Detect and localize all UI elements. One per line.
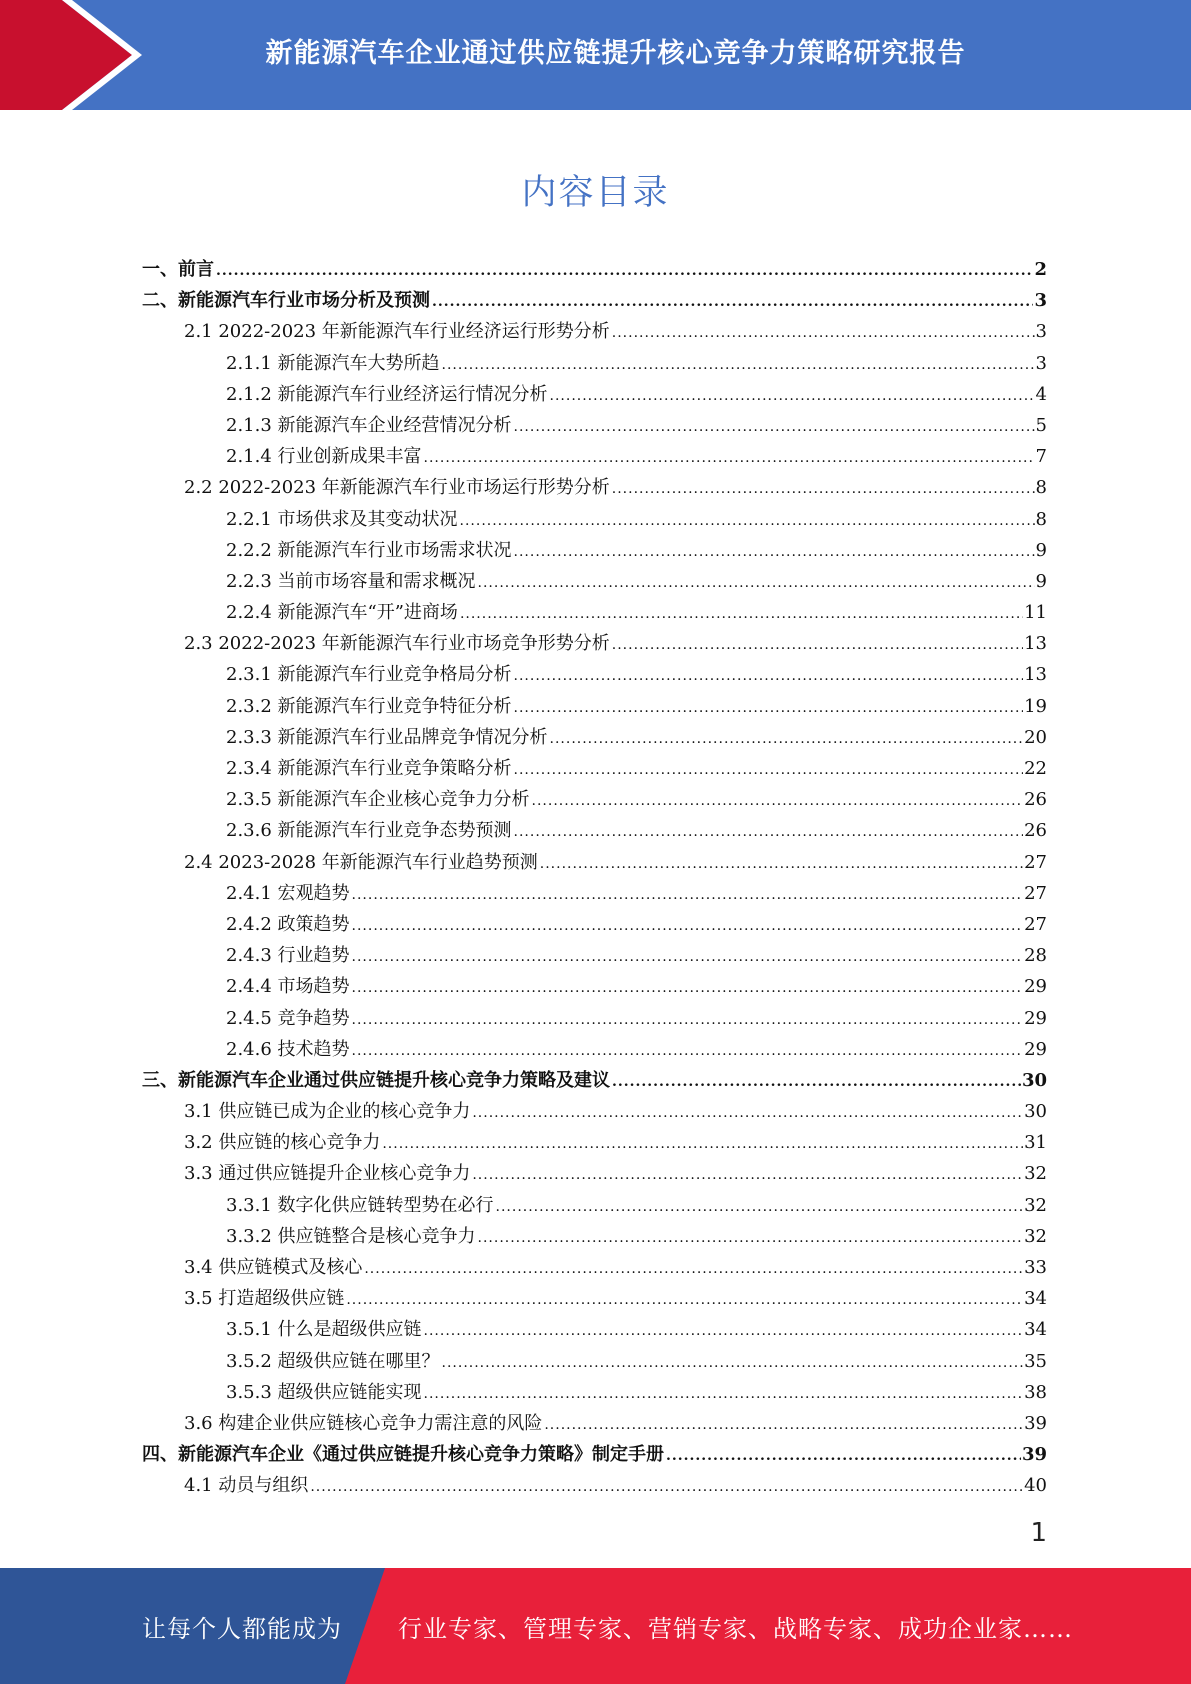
toc-entry-title: 3.5.1 什么是超级供应链 [226,1319,422,1341]
toc-entry-title: 2.3.4 新能源汽车行业竞争策略分析 [226,758,512,779]
toc-entry[interactable] [142,316,1047,347]
toc-entry-title: 2.2.2 新能源汽车行业市场需求状况 [226,539,512,561]
toc-dot-leader [352,911,1024,942]
toc-entry-page: 29 [1024,1007,1047,1029]
toc-dot-leader [472,1098,1023,1129]
toc-dot-leader [514,693,1024,724]
toc-entry-title: 4.1 动员与组织 [184,1475,309,1497]
report-title: 新能源汽车企业通过供应链提升核心竞争力策略研究报告 [265,37,966,69]
toc-entry[interactable] [142,379,1047,410]
toc-entry[interactable] [142,1158,1047,1189]
toc-entry-page: 29 [1024,1038,1047,1060]
toc-entry[interactable] [142,285,1047,316]
header-band [0,0,1191,110]
toc-entry-title: 2.3.3 新能源汽车行业品牌竞争情况分析 [226,726,548,748]
toc-dot-leader [352,1005,1024,1036]
toc-entry-page: 13 [1024,633,1047,655]
toc-entry-title: 2.4.2 政策趋势 [226,913,350,935]
toc-entry[interactable] [142,971,1047,1002]
toc-entry-title: 2.1 2022-2023 年新能源汽车行业经济运行形势分析 [184,321,610,343]
toc-entry-page: 13 [1024,664,1047,686]
toc-entry-page: 9 [1035,539,1047,561]
footer-band [0,1568,1191,1684]
toc-entry[interactable] [142,1346,1047,1377]
toc-entry[interactable] [142,254,1047,285]
toc-dot-leader [364,1254,1023,1285]
toc-dot-leader [352,880,1024,911]
toc-entry-page: 20 [1024,726,1047,748]
toc-entry-title: 一、前言 [142,259,214,280]
toc-entry-title: 2.2.1 市场供求及其变动状况 [226,508,458,530]
toc-dot-leader [442,350,1035,381]
toc-entry[interactable] [142,566,1047,597]
toc-entry-title: 四、新能源汽车企业《通过供应链提升核心竞争力策略》制定手册 [142,1444,664,1466]
toc-entry[interactable] [142,691,1047,722]
toc-dot-leader [478,568,1035,599]
toc-entry-title: 2.1.3 新能源汽车企业经营情况分析 [226,414,512,436]
toc-entry-page: 3 [1035,352,1047,374]
table-of-contents [142,254,1047,1502]
toc-dot-leader [514,537,1035,568]
toc-entry[interactable] [142,348,1047,379]
toc-entry[interactable] [142,1096,1047,1127]
toc-dot-leader [612,474,1035,505]
toc-entry-title: 2.1.2 新能源汽车行业经济运行情况分析 [226,383,548,405]
toc-entry-title: 2.1.4 行业创新成果丰富 [226,446,422,468]
toc-entry[interactable] [142,847,1047,878]
toc-dot-leader [550,381,1035,412]
toc-entry-title: 2.4.3 行业趋势 [226,945,350,967]
toc-dot-leader [460,506,1035,537]
toc-entry[interactable] [142,504,1047,535]
toc-entry-page: 30 [1024,1101,1047,1123]
toc-entry-page: 38 [1024,1381,1047,1403]
toc-entry-page: 7 [1035,446,1047,468]
footer-slogan-right: 行业专家、管理专家、营销专家、战略专家、成功企业家…… [398,1614,1073,1643]
toc-entry-page: 40 [1024,1475,1047,1497]
toc-entry[interactable] [142,1221,1047,1252]
toc-entry-page: 27 [1024,882,1047,904]
toc-dot-leader [460,599,1023,630]
toc-entry[interactable] [142,909,1047,940]
toc-entry-page: 33 [1024,1257,1047,1278]
toc-entry-page: 26 [1024,820,1047,842]
toc-entry-page: 27 [1024,851,1047,873]
toc-dot-leader [612,318,1035,349]
toc-entry-page: 9 [1035,570,1047,592]
toc-dot-leader [540,849,1023,880]
toc-entry-title: 3.2 供应链的核心竞争力 [184,1132,381,1154]
toc-dot-leader [432,287,1033,318]
toc-entry[interactable] [142,628,1047,659]
toc-entry[interactable] [142,1314,1047,1345]
toc-dot-leader [346,1285,1023,1316]
toc-entry-page: 35 [1024,1350,1047,1372]
toc-dot-leader [514,817,1024,848]
toc-entry[interactable] [142,441,1047,472]
toc-entry-title: 2.3.2 新能源汽车行业竞争特征分析 [226,695,512,717]
toc-entry[interactable] [142,597,1047,628]
toc-entry[interactable] [142,1127,1047,1158]
toc-dot-leader [514,755,1024,786]
toc-entry[interactable] [142,1408,1047,1439]
toc-entry-title: 2.2.3 当前市场容量和需求概况 [226,570,476,592]
toc-entry-title: 2.4.6 技术趋势 [226,1038,350,1060]
toc-entry[interactable] [142,1252,1047,1283]
toc-entry-title: 3.5.3 超级供应链能实现 [226,1381,422,1403]
toc-entry[interactable] [142,753,1047,784]
toc-dot-leader [496,1192,1024,1223]
toc-entry-title: 2.3 2022-2023 年新能源汽车行业市场竞争形势分析 [184,633,610,655]
toc-dot-leader [612,1067,1021,1098]
toc-entry-title: 2.1.1 新能源汽车大势所趋 [226,352,440,374]
toc-entry[interactable] [142,1190,1047,1221]
toc-entry[interactable] [142,815,1047,846]
toc-dot-leader [666,1441,1021,1472]
toc-entry-page: 32 [1024,1163,1047,1185]
toc-entry-page: 8 [1035,477,1047,499]
footer-slogan-left: 让每个人都能成为 [142,1614,342,1643]
toc-dot-leader [478,1223,1024,1254]
toc-entry-page: 34 [1024,1319,1047,1341]
toc-entry-title: 2.3.5 新能源汽车企业核心竞争力分析 [226,789,530,811]
toc-entry-title: 3.4 供应链模式及核心 [184,1257,363,1278]
toc-entry-page: 30 [1021,1069,1047,1091]
toc-entry-page: 31 [1024,1132,1047,1154]
toc-dot-leader [382,1129,1023,1160]
toc-entry[interactable] [142,722,1047,753]
toc-dot-leader [514,412,1035,443]
toc-heading: 内容目录 [521,173,670,213]
toc-entry[interactable] [142,940,1047,971]
toc-dot-leader [442,1348,1024,1379]
toc-dot-leader [532,786,1024,817]
toc-entry-page: 32 [1024,1194,1047,1216]
toc-entry[interactable] [142,659,1047,690]
toc-entry[interactable] [142,535,1047,566]
toc-entry-title: 3.5.2 超级供应链在哪里？ [226,1350,440,1372]
toc-entry-page: 27 [1024,913,1047,935]
toc-entry[interactable] [142,1003,1047,1034]
toc-entry-page: 3 [1035,321,1047,343]
toc-entry-page: 3 [1034,290,1047,312]
toc-entry-title: 2.4 2023-2028 年新能源汽车行业趋势预测 [184,851,538,873]
toc-entry[interactable] [142,1065,1047,1096]
toc-entry[interactable] [142,472,1047,503]
toc-entry-title: 2.4.5 竞争趋势 [226,1007,350,1029]
toc-entry[interactable] [142,1377,1047,1408]
toc-dot-leader [544,1410,1023,1441]
toc-entry-page: 39 [1024,1412,1047,1434]
toc-entry-page: 2 [1034,259,1047,280]
toc-entry-page: 26 [1024,789,1047,811]
toc-entry-title: 2.4.1 宏观趋势 [226,882,350,904]
toc-entry-title: 3.3.1 数字化供应链转型势在必行 [226,1194,494,1216]
toc-entry-title: 3.1 供应链已成为企业的核心竞争力 [184,1101,471,1123]
toc-entry-title: 2.3.6 新能源汽车行业竞争态势预测 [226,820,512,842]
toc-dot-leader [216,256,1033,287]
toc-entry-page: 19 [1024,695,1047,717]
toc-dot-leader [612,630,1023,661]
toc-entry-title: 二、新能源汽车行业市场分析及预测 [142,290,430,312]
toc-entry-page: 39 [1021,1444,1047,1466]
toc-entry-page: 11 [1024,602,1047,624]
toc-entry-title: 3.3 通过供应链提升企业核心竞争力 [184,1163,471,1185]
toc-dot-leader [352,973,1024,1004]
toc-dot-leader [424,443,1035,474]
toc-entry-page: 5 [1035,414,1047,436]
toc-entry-page: 29 [1024,976,1047,998]
toc-entry-title: 2.2 2022-2023 年新能源汽车行业市场运行形势分析 [184,477,610,499]
toc-entry-page: 22 [1024,758,1047,779]
toc-dot-leader [550,724,1024,755]
toc-entry[interactable] [142,1470,1047,1501]
toc-entry-title: 3.3.2 供应链整合是核心竞争力 [226,1225,476,1247]
toc-entry-page: 4 [1035,383,1047,405]
toc-dot-leader [424,1379,1024,1410]
toc-entry-title: 3.5 打造超级供应链 [184,1288,345,1310]
toc-entry[interactable] [142,1034,1047,1065]
toc-entry-title: 2.4.4 市场趋势 [226,976,350,998]
toc-dot-leader [352,1036,1024,1067]
toc-entry-page: 32 [1024,1225,1047,1247]
toc-entry-page: 34 [1024,1288,1047,1310]
toc-dot-leader [310,1472,1023,1503]
toc-entry[interactable] [142,784,1047,815]
toc-dot-leader [352,942,1024,973]
toc-entry-page: 8 [1035,508,1047,530]
toc-entry-title: 三、新能源汽车企业通过供应链提升核心竞争力策略及建议 [142,1069,610,1091]
toc-entry[interactable] [142,1283,1047,1314]
toc-entry[interactable] [142,878,1047,909]
toc-entry-page: 28 [1024,945,1047,967]
toc-dot-leader [472,1160,1023,1191]
toc-dot-leader [514,661,1024,692]
toc-dot-leader [424,1316,1024,1347]
toc-entry-title: 3.6 构建企业供应链核心竞争力需注意的风险 [184,1412,543,1434]
toc-entry-title: 2.2.4 新能源汽车“开”进商场 [226,602,458,624]
page-number: 1 [1030,1518,1047,1548]
toc-entry[interactable] [142,1439,1047,1470]
toc-entry-title: 2.3.1 新能源汽车行业竞争格局分析 [226,664,512,686]
toc-entry[interactable] [142,410,1047,441]
